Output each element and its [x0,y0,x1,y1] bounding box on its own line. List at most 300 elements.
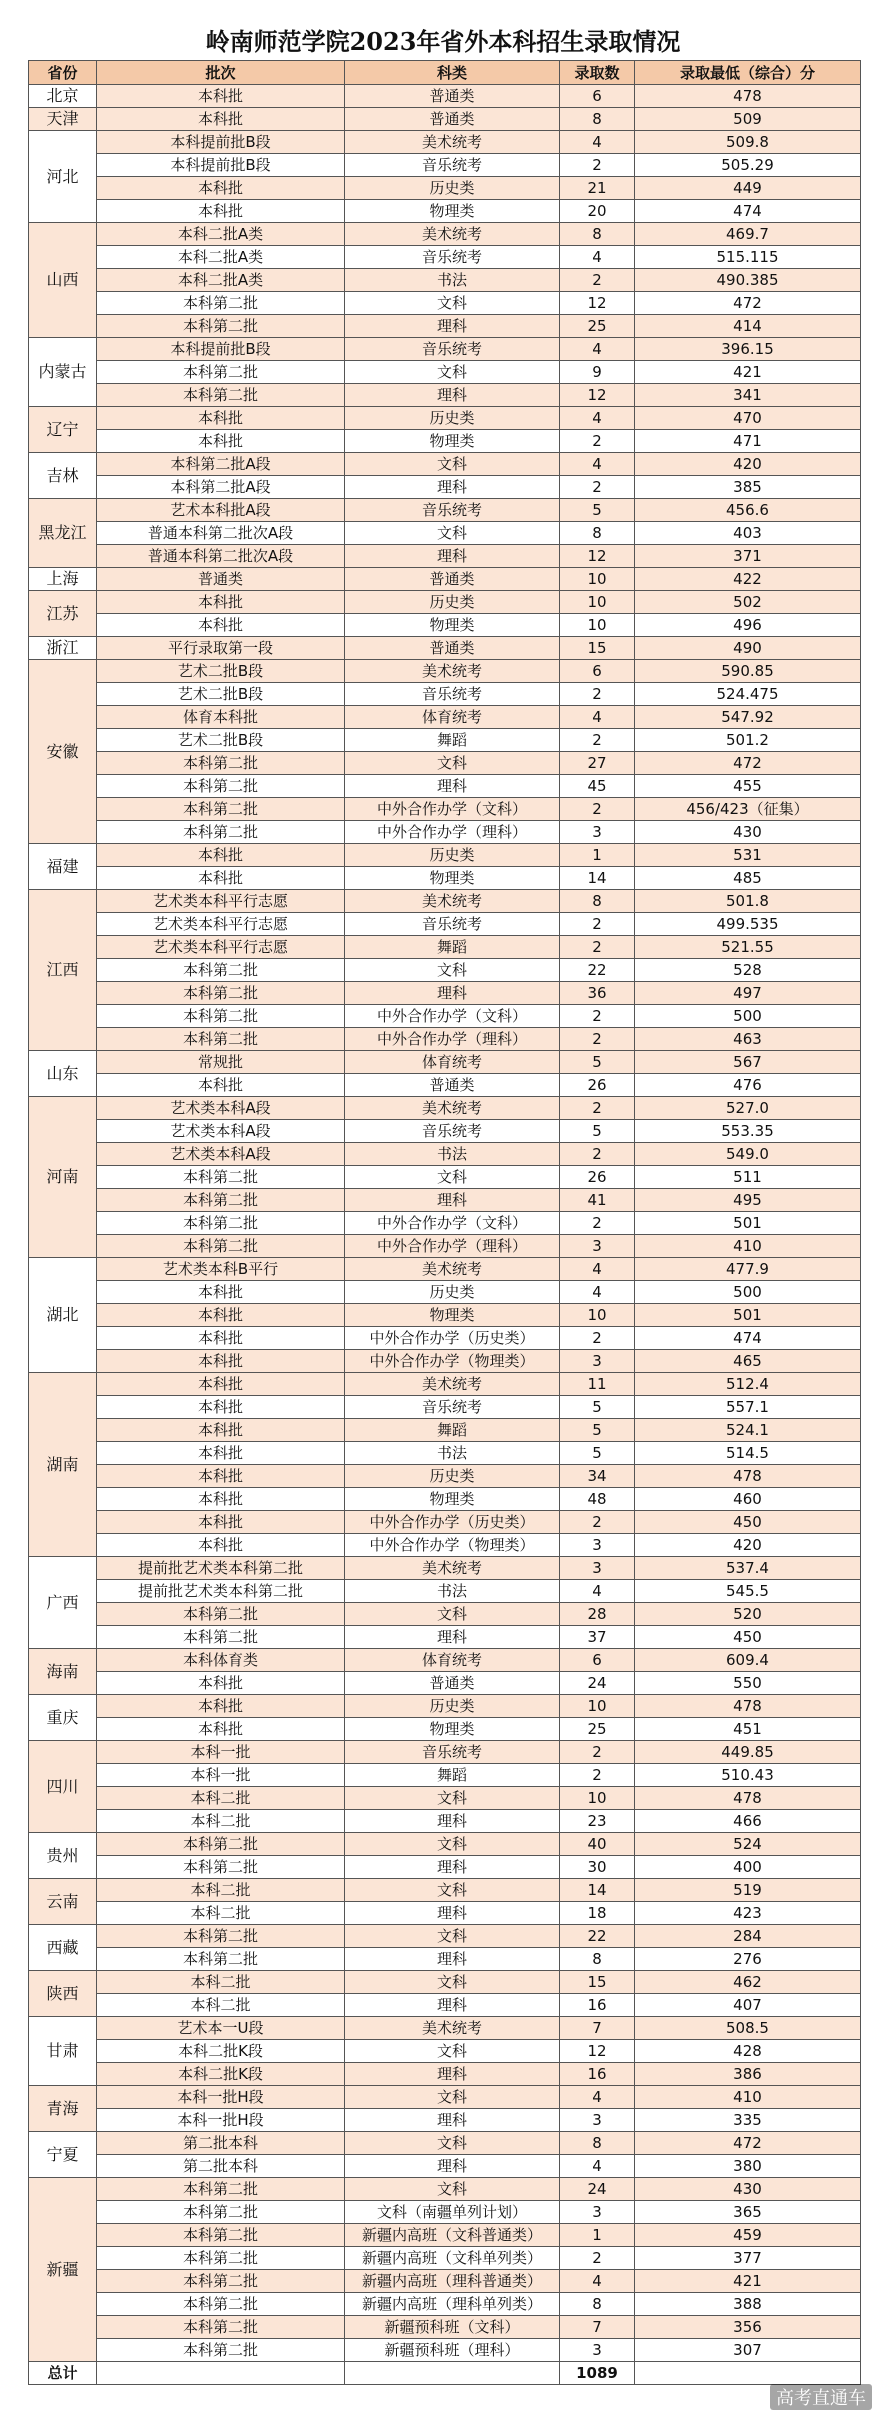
table-row [29,1557,861,1580]
subject-cell: 音乐统考 [345,154,560,177]
subject-cell: 文科 [345,1166,560,1189]
count-cell: 24 [560,1672,635,1695]
count-cell: 5 [560,499,635,522]
count-cell: 37 [560,1626,635,1649]
min-score-cell: 365 [635,2201,861,2224]
subject-cell: 音乐统考 [345,913,560,936]
province-cell: 山东 [29,1051,97,1097]
count-cell: 8 [560,108,635,131]
table-row [29,959,861,982]
subject-cell: 中外合作办学（文科） [345,1005,560,1028]
batch-cell: 本科批 [97,1465,345,1488]
min-score-cell: 528 [635,959,861,982]
min-score-cell: 455 [635,775,861,798]
subject-cell: 文科 [345,959,560,982]
count-cell: 2 [560,1212,635,1235]
province-cell: 辽宁 [29,407,97,453]
subject-cell: 中外合作办学（历史类） [345,1511,560,1534]
min-score-cell: 524.475 [635,683,861,706]
batch-cell: 艺术类本科A段 [97,1120,345,1143]
table-row [29,2040,861,2063]
subject-cell: 文科 [345,522,560,545]
batch-cell: 本科第二批 [97,2201,345,2224]
batch-cell: 本科批 [97,867,345,890]
batch-cell: 本科批 [97,844,345,867]
count-cell: 4 [560,2086,635,2109]
table-row [29,361,861,384]
min-score-cell: 502 [635,591,861,614]
min-score-cell: 524 [635,1833,861,1856]
batch-cell: 本科提前批B段 [97,131,345,154]
count-cell: 5 [560,1120,635,1143]
count-cell: 25 [560,315,635,338]
total-count: 1089 [560,2362,635,2385]
table-row [29,200,861,223]
subject-cell: 物理类 [345,430,560,453]
count-cell: 8 [560,1948,635,1971]
subject-cell: 新疆内高班（理科普通类） [345,2270,560,2293]
min-score-cell: 396.15 [635,338,861,361]
count-cell: 2 [560,1005,635,1028]
subject-cell: 历史类 [345,1465,560,1488]
subject-cell: 理科 [345,315,560,338]
count-cell: 30 [560,1856,635,1879]
count-cell: 4 [560,706,635,729]
min-score-cell: 451 [635,1718,861,1741]
batch-cell: 艺术二批B段 [97,729,345,752]
province-cell: 北京 [29,85,97,108]
count-cell: 4 [560,453,635,476]
count-cell: 8 [560,890,635,913]
batch-cell: 本科二批 [97,1787,345,1810]
batch-cell: 本科批 [97,1672,345,1695]
count-cell: 24 [560,2178,635,2201]
province-cell: 安徽 [29,660,97,844]
count-cell: 48 [560,1488,635,1511]
count-cell: 4 [560,338,635,361]
count-cell: 16 [560,1994,635,2017]
table-row [29,1189,861,1212]
batch-cell: 平行录取第一段 [97,637,345,660]
min-score-cell: 478 [635,1787,861,1810]
count-cell: 2 [560,936,635,959]
subject-cell: 理科 [345,2155,560,2178]
table-row [29,1166,861,1189]
batch-cell: 本科批 [97,1442,345,1465]
subject-cell: 文科 [345,1833,560,1856]
subject-cell: 理科 [345,476,560,499]
batch-cell: 本科批 [97,1695,345,1718]
subject-cell: 中外合作办学（历史类） [345,1327,560,1350]
batch-cell: 本科批 [97,1074,345,1097]
batch-cell: 艺术本一U段 [97,2017,345,2040]
table-row [29,1971,861,1994]
subject-cell: 音乐统考 [345,1120,560,1143]
province-cell: 江苏 [29,591,97,637]
province-cell: 广西 [29,1557,97,1649]
count-cell: 36 [560,982,635,1005]
table-row [29,131,861,154]
batch-cell: 本科批 [97,85,345,108]
table-header-row [29,61,861,85]
table-row [29,1534,861,1557]
count-cell: 1 [560,2224,635,2247]
subject-cell: 理科 [345,982,560,1005]
min-score-cell: 478 [635,85,861,108]
batch-cell: 本科第二批A段 [97,476,345,499]
min-score-cell: 420 [635,453,861,476]
min-score-cell: 490.385 [635,269,861,292]
table-row [29,177,861,200]
table-row [29,1028,861,1051]
count-cell: 2 [560,913,635,936]
total-empty [97,2362,345,2385]
table-row [29,1810,861,1833]
province-cell: 云南 [29,1879,97,1925]
min-score-cell: 400 [635,1856,861,1879]
batch-cell: 本科一批H段 [97,2086,345,2109]
count-cell: 7 [560,2316,635,2339]
subject-cell: 文科 [345,752,560,775]
table-row [29,1994,861,2017]
batch-cell: 本科二批 [97,1994,345,2017]
batch-cell: 艺术类本科A段 [97,1143,345,1166]
batch-cell: 本科二批A类 [97,246,345,269]
min-score-cell: 557.1 [635,1396,861,1419]
count-cell: 41 [560,1189,635,1212]
subject-cell: 普通类 [345,1074,560,1097]
min-score-cell: 501 [635,1212,861,1235]
batch-cell: 常规批 [97,1051,345,1074]
table-row [29,2155,861,2178]
count-cell: 2 [560,1741,635,1764]
table-row [29,1580,861,1603]
watermark: 高考直通车 [770,2384,872,2410]
min-score-cell: 459 [635,2224,861,2247]
table-row [29,821,861,844]
province-cell: 江西 [29,890,97,1051]
batch-cell: 本科二批K段 [97,2040,345,2063]
min-score-cell: 450 [635,1511,861,1534]
subject-cell: 普通类 [345,568,560,591]
min-score-cell: 509.8 [635,131,861,154]
table-row [29,1419,861,1442]
subject-cell: 理科 [345,1902,560,1925]
count-cell: 5 [560,1051,635,1074]
batch-cell: 第二批本科 [97,2155,345,2178]
table-row [29,1465,861,1488]
min-score-cell: 515.115 [635,246,861,269]
count-cell: 3 [560,821,635,844]
batch-cell: 本科批 [97,1304,345,1327]
count-cell: 3 [560,1557,635,1580]
table-row [29,522,861,545]
count-cell: 12 [560,292,635,315]
subject-cell: 理科 [345,1810,560,1833]
count-cell: 4 [560,246,635,269]
min-score-cell: 420 [635,1534,861,1557]
batch-cell: 艺术类本科A段 [97,1097,345,1120]
count-cell: 2 [560,269,635,292]
count-cell: 4 [560,1281,635,1304]
subject-cell: 物理类 [345,200,560,223]
batch-cell: 普通本科第二批次A段 [97,545,345,568]
table-row [29,2109,861,2132]
province-cell: 海南 [29,1649,97,1695]
province-cell: 福建 [29,844,97,890]
batch-cell: 本科第二批 [97,2316,345,2339]
min-score-cell: 460 [635,1488,861,1511]
count-cell: 8 [560,2132,635,2155]
count-cell: 23 [560,1810,635,1833]
subject-cell: 美术统考 [345,1258,560,1281]
count-cell: 7 [560,2017,635,2040]
batch-cell: 本科批 [97,430,345,453]
min-score-cell: 462 [635,1971,861,1994]
table-row [29,2224,861,2247]
min-score-cell: 501.8 [635,890,861,913]
count-cell: 4 [560,1258,635,1281]
table-row [29,338,861,361]
count-cell: 3 [560,1534,635,1557]
batch-cell: 艺术类本科平行志愿 [97,913,345,936]
min-score-cell: 428 [635,2040,861,2063]
subject-cell: 文科 [345,1603,560,1626]
table-row [29,1327,861,1350]
table-row [29,2086,861,2109]
batch-cell: 本科第二批 [97,775,345,798]
table-row [29,476,861,499]
min-score-cell: 485 [635,867,861,890]
batch-cell: 本科第二批 [97,2293,345,2316]
min-score-cell: 449.85 [635,1741,861,1764]
min-score-cell: 508.5 [635,2017,861,2040]
batch-cell: 本科第二批 [97,2247,345,2270]
min-score-cell: 590.85 [635,660,861,683]
count-cell: 10 [560,1695,635,1718]
batch-cell: 本科一批 [97,1741,345,1764]
subject-cell: 理科 [345,1626,560,1649]
min-score-cell: 474 [635,200,861,223]
count-cell: 18 [560,1902,635,1925]
batch-cell: 第二批本科 [97,2132,345,2155]
min-score-cell: 501.2 [635,729,861,752]
subject-cell: 新疆预科班（文科） [345,2316,560,2339]
count-cell: 3 [560,2339,635,2362]
province-cell: 西藏 [29,1925,97,1971]
min-score-cell: 371 [635,545,861,568]
subject-cell: 文科 [345,1787,560,1810]
count-cell: 1 [560,844,635,867]
min-score-cell: 472 [635,752,861,775]
table-row [29,384,861,407]
count-cell: 5 [560,1419,635,1442]
min-score-cell: 477.9 [635,1258,861,1281]
count-cell: 3 [560,2201,635,2224]
count-cell: 2 [560,430,635,453]
subject-cell: 文科 [345,361,560,384]
subject-cell: 体育统考 [345,1051,560,1074]
subject-cell: 中外合作办学（物理类） [345,1350,560,1373]
batch-cell: 本科批 [97,177,345,200]
table-row [29,2017,861,2040]
total-empty [635,2362,861,2385]
table-row [29,706,861,729]
count-cell: 26 [560,1074,635,1097]
count-cell: 2 [560,2247,635,2270]
table-row [29,315,861,338]
count-cell: 10 [560,1304,635,1327]
batch-cell: 本科第二批 [97,959,345,982]
province-cell: 黑龙江 [29,499,97,568]
subject-cell: 音乐统考 [345,499,560,522]
batch-cell: 本科批 [97,1488,345,1511]
province-cell: 上海 [29,568,97,591]
subject-cell: 舞蹈 [345,729,560,752]
table-row [29,913,861,936]
count-cell: 4 [560,2155,635,2178]
subject-cell: 普通类 [345,85,560,108]
min-score-cell: 478 [635,1465,861,1488]
table-row [29,1695,861,1718]
table-row [29,775,861,798]
table-row [29,430,861,453]
batch-cell: 提前批艺术类本科第二批 [97,1557,345,1580]
batch-cell: 本科二批 [97,1810,345,1833]
batch-cell: 本科二批A类 [97,269,345,292]
page-title: 岭南师范学院2023年省外本科招生录取情况 [205,27,681,56]
count-cell: 4 [560,2270,635,2293]
min-score-cell: 421 [635,361,861,384]
subject-cell: 音乐统考 [345,338,560,361]
batch-cell: 本科第二批 [97,1626,345,1649]
batch-cell: 本科第二批 [97,292,345,315]
table-row [29,1396,861,1419]
province-cell: 河北 [29,131,97,223]
table-row [29,223,861,246]
count-cell: 22 [560,959,635,982]
batch-cell: 本科第二批 [97,1833,345,1856]
subject-cell: 音乐统考 [345,246,560,269]
table-row [29,1074,861,1097]
batch-cell: 本科体育类 [97,1649,345,1672]
batch-cell: 本科第二批 [97,821,345,844]
subject-cell: 美术统考 [345,660,560,683]
min-score-cell: 422 [635,568,861,591]
table-row [29,614,861,637]
batch-cell: 本科第二批 [97,361,345,384]
subject-cell: 中外合作办学（物理类） [345,1534,560,1557]
subject-cell: 美术统考 [345,1373,560,1396]
batch-cell: 本科批 [97,1511,345,1534]
table-row [29,936,861,959]
min-score-cell: 497 [635,982,861,1005]
header-province: 省份 [29,61,97,85]
table-row [29,1833,861,1856]
batch-cell: 本科第二批 [97,315,345,338]
min-score-cell: 456.6 [635,499,861,522]
count-cell: 45 [560,775,635,798]
subject-cell: 理科 [345,545,560,568]
min-score-cell: 414 [635,315,861,338]
batch-cell: 本科批 [97,614,345,637]
min-score-cell: 537.4 [635,1557,861,1580]
subject-cell: 美术统考 [345,2017,560,2040]
subject-cell: 文科 [345,2132,560,2155]
total-row [29,2362,861,2385]
total-empty [345,2362,560,2385]
batch-cell: 本科批 [97,108,345,131]
province-cell: 河南 [29,1097,97,1258]
batch-cell: 本科第二批 [97,1028,345,1051]
table-row [29,798,861,821]
table-row [29,867,861,890]
subject-cell: 中外合作办学（理科） [345,1235,560,1258]
min-score-cell: 450 [635,1626,861,1649]
total-label: 总计 [29,2362,97,2385]
min-score-cell: 377 [635,2247,861,2270]
count-cell: 15 [560,637,635,660]
table-row [29,292,861,315]
subject-cell: 美术统考 [345,890,560,913]
subject-cell: 新疆内高班（文科普通类） [345,2224,560,2247]
min-score-cell: 423 [635,1902,861,1925]
count-cell: 6 [560,660,635,683]
subject-cell: 文科 [345,453,560,476]
batch-cell: 本科二批 [97,1971,345,1994]
batch-cell: 本科第二批 [97,384,345,407]
min-score-cell: 466 [635,1810,861,1833]
subject-cell: 书法 [345,1442,560,1465]
table-row [29,269,861,292]
subject-cell: 理科 [345,775,560,798]
subject-cell: 历史类 [345,591,560,614]
count-cell: 22 [560,1925,635,1948]
min-score-cell: 520 [635,1603,861,1626]
table-row [29,1258,861,1281]
min-score-cell: 410 [635,1235,861,1258]
min-score-cell: 449 [635,177,861,200]
table-row [29,637,861,660]
min-score-cell: 547.92 [635,706,861,729]
table-row [29,1511,861,1534]
table-row [29,1649,861,1672]
table-row [29,591,861,614]
batch-cell: 本科第二批 [97,752,345,775]
count-cell: 14 [560,1879,635,1902]
province-cell: 四川 [29,1741,97,1833]
table-row [29,1373,861,1396]
count-cell: 10 [560,591,635,614]
count-cell: 2 [560,798,635,821]
table-row [29,1350,861,1373]
count-cell: 2 [560,154,635,177]
batch-cell: 本科提前批B段 [97,154,345,177]
table-row [29,844,861,867]
province-cell: 贵州 [29,1833,97,1879]
count-cell: 15 [560,1971,635,1994]
batch-cell: 本科一批 [97,1764,345,1787]
table-row [29,2316,861,2339]
subject-cell: 美术统考 [345,131,560,154]
min-score-cell: 430 [635,821,861,844]
count-cell: 2 [560,1143,635,1166]
count-cell: 2 [560,1327,635,1350]
province-cell: 青海 [29,2086,97,2132]
min-score-cell: 490 [635,637,861,660]
table-row [29,1603,861,1626]
table-row [29,499,861,522]
